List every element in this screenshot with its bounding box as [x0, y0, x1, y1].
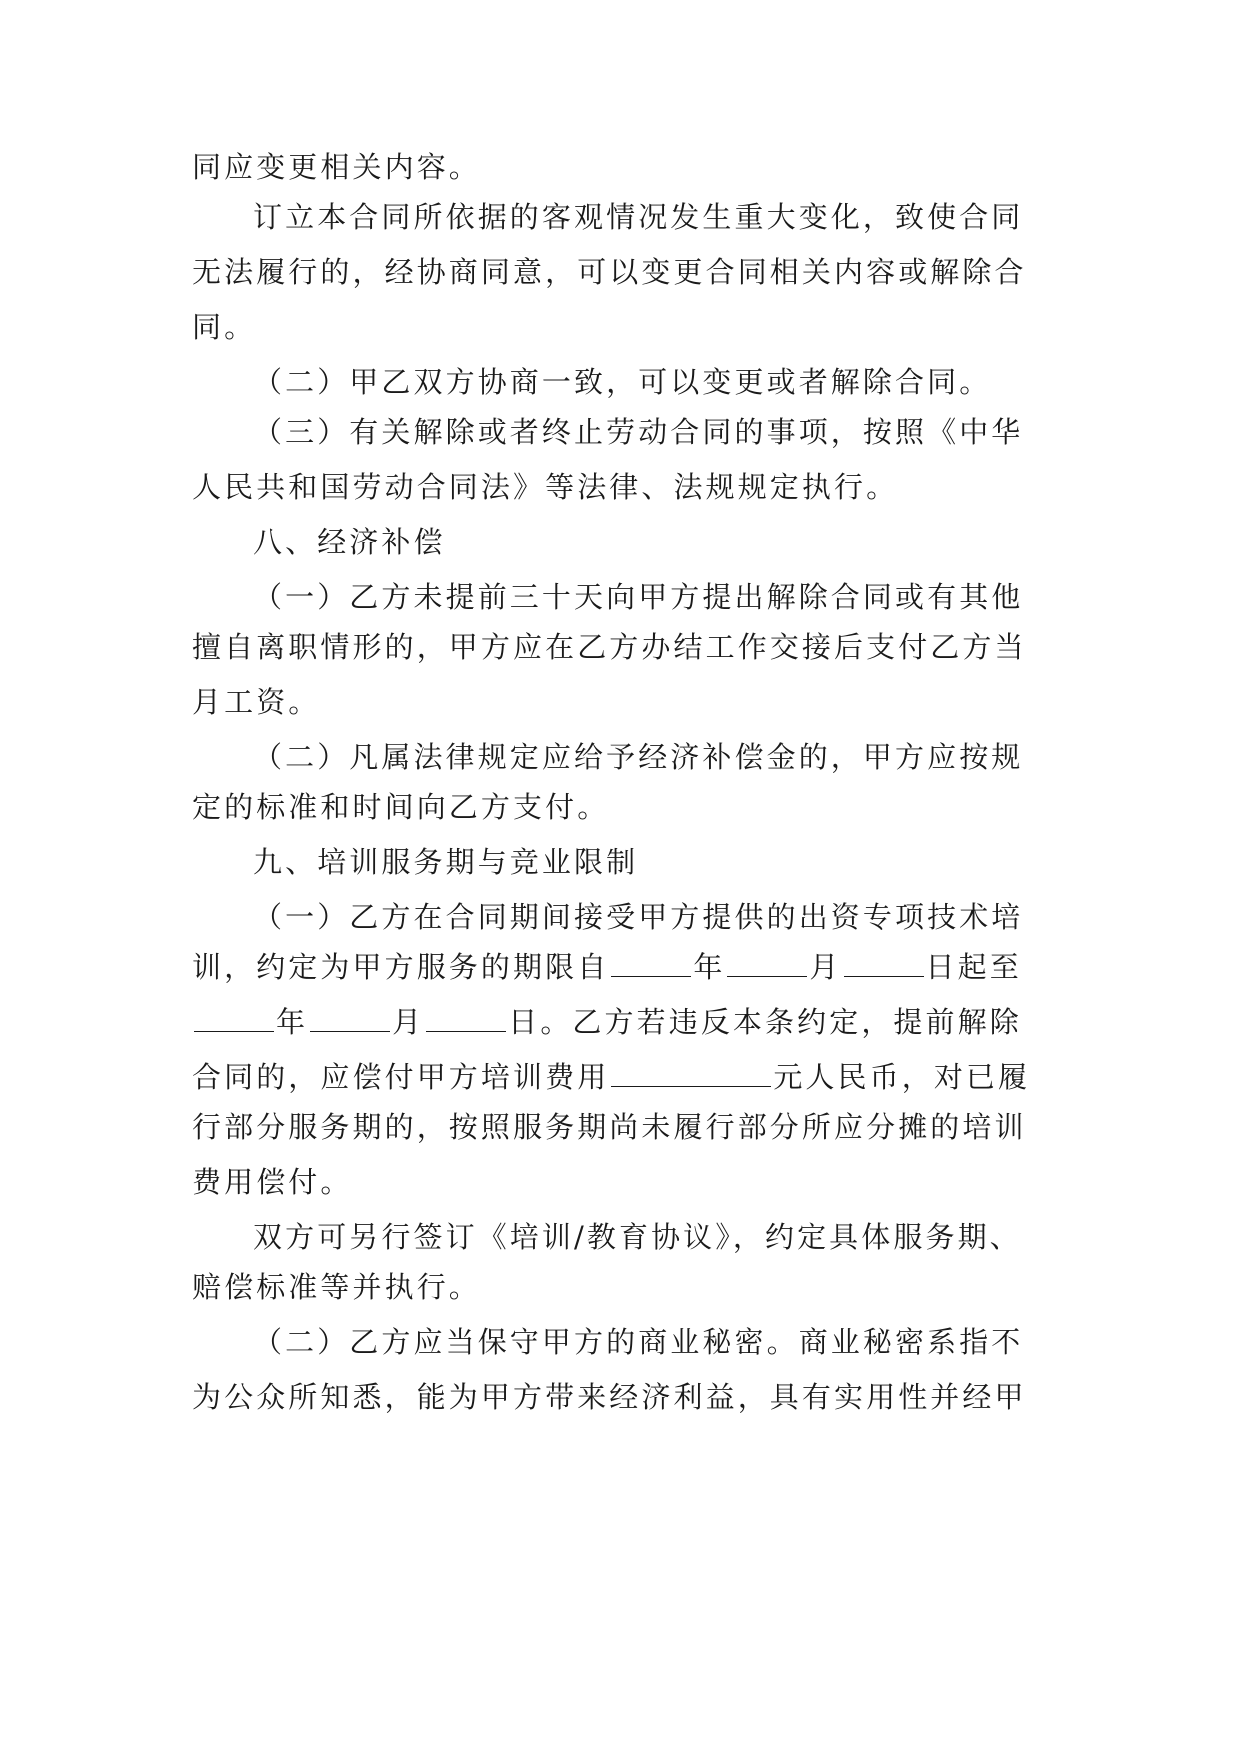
fee-amount-blank [611, 1056, 771, 1087]
text-line: 定的标准和时间向乙方支付。 [192, 790, 610, 824]
text-line: 同应变更相关内容。 [192, 150, 481, 184]
text-line: 为公众所知悉，能为甲方带来经济利益，具有实用性并经甲 [192, 1380, 1027, 1414]
month-blank [310, 1001, 390, 1032]
month-blank [727, 946, 807, 977]
text-segment: 日。乙方若违反本条约定，提前解除 [508, 1005, 1022, 1039]
section-heading: 九、培训服务期与竞业限制 [253, 845, 639, 879]
service-period-line [192, 945, 1052, 989]
text-line: （二）甲乙双方协商一致，可以变更或者解除合同。 [253, 365, 992, 399]
year-blank [611, 946, 691, 977]
training-fee-line [192, 1055, 1052, 1099]
text-segment: 月 [392, 1005, 425, 1039]
section-heading: 八、经济补偿 [253, 525, 446, 559]
text-line: （一）乙方未提前三十天向甲方提出解除合同或有其他 [253, 580, 1024, 614]
day-blank [844, 946, 924, 977]
text-line: 赔偿标准等并执行。 [192, 1270, 481, 1304]
text-line: （一）乙方在合同期间接受甲方提供的出资专项技术培 [253, 900, 1024, 934]
text-line: 擅自离职情形的，甲方应在乙方办结工作交接后支付乙方当 [192, 630, 1027, 664]
text-segment: 年 [693, 950, 726, 984]
text-segment: 年 [276, 1005, 309, 1039]
text-line: （二）凡属法律规定应给予经济补偿金的，甲方应按规 [253, 740, 1024, 774]
text-line: 人民共和国劳动合同法》等法律、法规规定执行。 [192, 470, 899, 504]
text-segment: 合同的，应偿付甲方培训费用 [192, 1060, 610, 1094]
year-blank [194, 1001, 274, 1032]
day-blank [426, 1001, 506, 1032]
end-date-line [192, 1000, 1052, 1044]
text-line: 订立本合同所依据的客观情况发生重大变化，致使合同 [253, 200, 1024, 234]
text-line: 双方可另行签订《培训/教育协议》，约定具体服务期、 [253, 1220, 1022, 1254]
text-line: （三）有关解除或者终止劳动合同的事项，按照《中华 [253, 415, 1024, 449]
text-line: 无法履行的，经协商同意，可以变更合同相关内容或解除合 [192, 255, 1027, 289]
text-line: 费用偿付。 [192, 1165, 353, 1199]
text-line: 同。 [192, 310, 257, 344]
text-line: 月工资。 [192, 685, 321, 719]
text-segment: 月 [809, 950, 842, 984]
text-line: （二）乙方应当保守甲方的商业秘密。商业秘密系指不 [253, 1325, 1024, 1359]
text-line: 行部分服务期的，按照服务期尚未履行部分所应分摊的培训 [192, 1110, 1027, 1144]
text-segment: 训，约定为甲方服务的期限自 [192, 950, 610, 984]
text-segment: 元人民币，对已履 [773, 1060, 1031, 1094]
text-segment: 日起至 [925, 950, 1022, 984]
